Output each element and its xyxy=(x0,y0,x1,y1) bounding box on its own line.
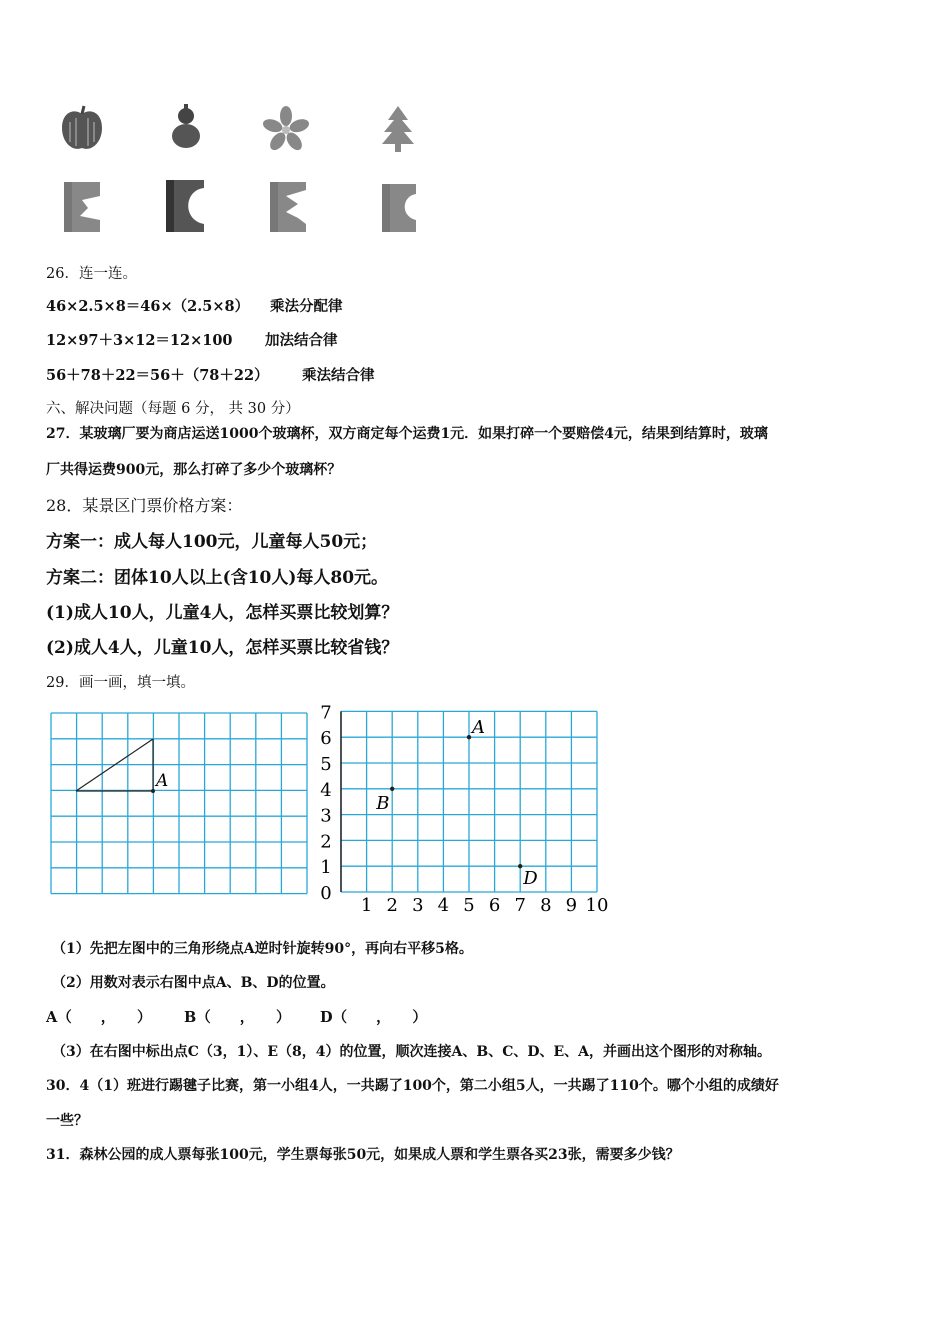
x-tick-label: 5 xyxy=(463,895,475,916)
question-30-line-2: 一些？ xyxy=(46,1113,88,1129)
left-point-a xyxy=(151,789,155,793)
y-tick-label: 2 xyxy=(320,831,332,853)
plan-2: 方案二：团体10人以上(含10人)每人80元。 xyxy=(46,568,389,588)
apple-shape-image xyxy=(52,100,112,160)
question-31: 31．森林公园的成人票每张100元，学生票每张50元，如果成人票和学生票各买23张，需要多少钱？ xyxy=(46,1147,680,1163)
y-tick-label: 4 xyxy=(320,779,332,801)
y-tick-label: 0 xyxy=(320,883,332,904)
question-29-sub-2: （2）用数对表示右图中点A、B、D的位置。 xyxy=(52,975,335,991)
x-tick-label: 4 xyxy=(437,895,450,916)
x-tick-label: 9 xyxy=(565,895,578,916)
question-30-line-1: 30．4（1）班进行踢毽子比赛，第一小组4人，一共踢了100个，第二小组5人，一共踢了110个。哪个小组的成绩好 xyxy=(46,1078,779,1094)
x-tick-label: 10 xyxy=(585,895,609,916)
question-29-title: 29．画一画，填一填。 xyxy=(46,675,195,691)
plan-1: 方案一：成人每人100元，儿童每人50元； xyxy=(46,532,378,552)
equation-1: 46×2.5×8＝46×（2.5×8） xyxy=(46,298,250,315)
x-tick-label: 3 xyxy=(412,895,424,916)
law-2: 加法结合律 xyxy=(265,332,338,349)
point-a xyxy=(467,735,471,739)
section-6-heading: 六、解决问题（每题 6 分， 共 30 分） xyxy=(46,401,300,417)
coordinate-grid-figure xyxy=(318,700,618,920)
y-tick-label: 1 xyxy=(320,857,332,879)
x-tick-label: 6 xyxy=(488,895,501,916)
x-tick-label: 8 xyxy=(540,895,552,916)
cutout-shape-image xyxy=(156,176,216,236)
cutout-shape-image xyxy=(52,176,112,236)
question-29-sub-1: （1）先把左图中的三角形绕点A逆时针旋转90°，再向右平移5格。 xyxy=(52,941,473,957)
point-b-label: B xyxy=(376,792,390,814)
law-3: 乘法结合律 xyxy=(302,367,375,384)
left-grid-figure xyxy=(50,712,310,898)
y-tick-label: 6 xyxy=(320,728,332,750)
y-tick-label: 3 xyxy=(320,805,332,827)
point-b xyxy=(390,787,394,791)
left-point-a-label: A xyxy=(156,771,169,791)
question-28-sub-1: (1)成人10人，儿童4人，怎样买票比较划算？ xyxy=(46,603,399,623)
y-tick-label: 7 xyxy=(320,702,332,724)
y-tick-label: 5 xyxy=(320,754,332,775)
question-29-sub-3: （3）在右图中标出点C（3，1）、E（8，4）的位置，顺次连接A、B、C、D、E、A，并画出这个图形的对称轴。 xyxy=(52,1044,772,1060)
cutout-shape-image xyxy=(258,176,318,236)
equation-2: 12×97＋3×12＝12×100 xyxy=(46,332,233,349)
gourd-shape-image xyxy=(156,100,216,160)
answer-d-blank[interactable]: D（ ， ） xyxy=(320,1009,427,1026)
question-27-line-2: 厂共得运费900元，那么打碎了多少个玻璃杯？ xyxy=(46,462,342,478)
question-26-title: 26．连一连。 xyxy=(46,266,137,282)
question-28-title: 28．某景区门票价格方案： xyxy=(46,496,243,515)
x-tick-label: 7 xyxy=(514,895,526,916)
question-28-sub-2: (2)成人4人，儿童10人，怎样买票比较省钱？ xyxy=(46,638,399,658)
point-a-label: A xyxy=(472,717,485,739)
answer-a-blank[interactable]: A（ ， ） xyxy=(46,1009,152,1026)
point-d-label: D xyxy=(523,868,538,890)
flower-shape-image xyxy=(256,100,316,160)
x-tick-label: 2 xyxy=(386,895,398,916)
law-1: 乘法分配律 xyxy=(270,298,343,315)
tree-shape-image xyxy=(368,100,428,160)
question-27-line-1: 27．某玻璃厂要为商店运送1000个玻璃杯，双方商定每个运费1元．如果打碎一个要赔偿4元，结果到结算时，玻璃 xyxy=(46,426,768,442)
x-tick-label: 1 xyxy=(360,895,373,916)
cutout-shape-image xyxy=(370,176,430,236)
point-d xyxy=(518,864,522,868)
answer-b-blank[interactable]: B（ ， ） xyxy=(184,1009,291,1026)
equation-3: 56＋78＋22＝56＋（78＋22） xyxy=(46,367,269,384)
